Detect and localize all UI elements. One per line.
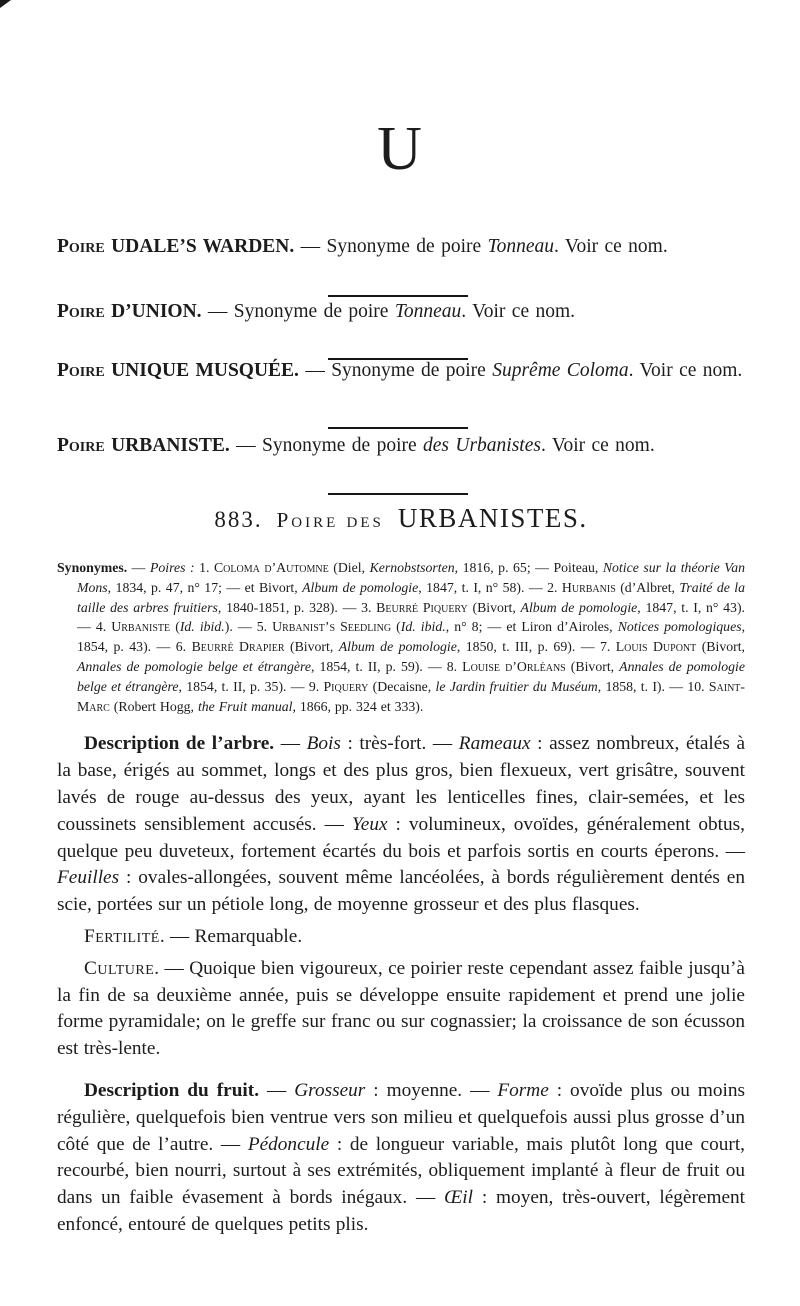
- text-run: Kernobstsorten: [369, 560, 455, 575]
- text-run: Traité de la taille des arbres fruitiers: [77, 579, 745, 615]
- text-run: : ovales-allongées, souvent même lancéolées, à bords régulièrement dentés en scie, portées sur un pétiole long, de moyenne grosseur et des plus flasques.: [57, 867, 745, 916]
- text-run: — Synonyme de poire: [201, 301, 395, 322]
- text-run: Beurré Drapier: [191, 639, 285, 655]
- text-run: Feuilles: [57, 867, 120, 889]
- text-run: . Voir ce nom.: [553, 236, 668, 257]
- description-fruit-paragraph: [57, 1078, 745, 1239]
- text-run: Album de pomologie: [302, 579, 419, 595]
- text-run: (: [391, 619, 401, 635]
- text-run: , 1834, p. 47, n° 17; — et Bivort,: [107, 579, 303, 595]
- text-run: , 1850, t. III, p. 69). — 7.: [456, 639, 616, 655]
- text-run: ). — 5.: [224, 619, 273, 635]
- text-run: . Voir ce nom.: [540, 435, 655, 456]
- text-run: Hurbanis: [561, 579, 616, 595]
- text-run: . — Quoique bien vigoureux, ce poirier reste cependant assez faible jusqu’à la fin de sa deuxième année, puis se développe ensuite rapidement et prend une jolie forme pyramidale; on le greffe sur franc ou sur cognassier; la croissance de son écusson est très-lente.: [57, 957, 745, 1060]
- synonym-entry-d-union: [57, 298, 773, 325]
- text-run: , 1816, p. 65; — Poiteau,: [454, 560, 603, 575]
- text-run: Tonneau: [394, 301, 462, 322]
- text-run: Id. ibid.: [179, 619, 225, 635]
- text-run: (Diel,: [328, 560, 370, 575]
- text-run: (Bivort,: [284, 639, 339, 655]
- text-run: Description du fruit.: [84, 1079, 260, 1101]
- text-run: Louise d’Orléans: [462, 658, 566, 674]
- text-run: Beurré Piquery: [376, 599, 468, 615]
- text-run: — Synonyme de poire: [294, 236, 488, 257]
- culture-paragraph: [57, 956, 745, 1063]
- text-run: Album de pomologie: [520, 599, 638, 615]
- text-run: Piquery: [323, 678, 369, 694]
- text-run: : très-fort. —: [340, 733, 459, 755]
- article-urbanistes: [57, 503, 745, 1239]
- article-title-name: URBANISTES.: [397, 503, 588, 533]
- synonym-entry-udales-warden: [57, 233, 773, 260]
- text-run: UNIQUE MUSQUÉE.: [111, 360, 299, 381]
- text-run: URBANISTE.: [111, 435, 230, 456]
- text-run: , 1847, t. I, n° 43). — 4.: [77, 599, 745, 635]
- article-title: [57, 503, 745, 534]
- text-run: . — Remarquable.: [159, 925, 303, 947]
- section-letter: U: [377, 115, 423, 183]
- text-run: Tonneau: [487, 236, 554, 257]
- text-run: Annales de pomologie belge et étrangère: [77, 658, 745, 694]
- text-run: : moyen, très-ouvert, légèrement enfoncé, entouré de quelques petits plis.: [57, 1187, 746, 1235]
- text-run: , 1854, p. 43). — 6.: [77, 619, 746, 655]
- text-run: : ovoïde plus ou moins régulière, quelquefois bien ventrue vers son milieu et quelquefois aussi plus grosse d’un côté que de l’autre. —: [57, 1079, 746, 1155]
- text-run: Synonymes.: [57, 560, 128, 575]
- text-run: Annales de pomologie belge et étrangère: [77, 658, 311, 674]
- separator-rule: [328, 427, 468, 429]
- text-run: , 1866, pp. 324 et 333).: [292, 698, 424, 714]
- text-run: —: [127, 560, 150, 575]
- text-run: le Jardin fruitier du Muséum: [435, 678, 598, 694]
- text-run: Œil: [444, 1187, 474, 1209]
- text-run: (d’Albret,: [615, 579, 680, 595]
- text-run: UDALE’S WARDEN.: [111, 236, 295, 257]
- text-run: (: [170, 619, 180, 635]
- synonym-entry-urbaniste: [57, 432, 773, 459]
- separator-rule: [328, 493, 468, 495]
- text-run: , 1847, t. I, n° 58). — 2.: [418, 579, 562, 595]
- text-run: des Urbanistes: [423, 435, 541, 456]
- text-run: Culture: [84, 957, 155, 979]
- text-run: Poire: [57, 435, 112, 456]
- synonym-entry-unique-musquee: [57, 357, 773, 384]
- text-run: Pédoncule: [247, 1133, 330, 1155]
- separator-rule: [328, 295, 468, 297]
- scan-corner-artifact: [0, 0, 11, 8]
- text-run: (Bivort,: [467, 599, 521, 615]
- text-run: : de longueur variable, mais plutôt long que court, recourbé, bien nourri, surtout à ses extrémités, obliquement implanté à fleur de fruit ou dans un faible évasement à bords inégaux. —: [57, 1133, 745, 1209]
- article-title-prefix: Poire des: [276, 508, 384, 532]
- text-run: , 1840-1851, p. 328). — 3.: [217, 599, 377, 615]
- text-run: , n° 8; — et Liron d’Airoles,: [445, 619, 618, 635]
- text-run: , 1858, t. I). — 10.: [597, 678, 709, 694]
- text-run: : assez nombreux, étalés à la base, érigés au sommet, longs et des plus gros, bien flexueux, vert grisâtre, souvent lavés de rouge au-dessus des yeux, ayant les lenticelles fines, clair-semées, et les coussinets sensiblement accusés. —: [57, 733, 746, 835]
- text-run: — Synonyme de poire: [229, 435, 424, 456]
- text-run: Fertilité: [84, 925, 160, 947]
- text-run: the Fruit manual: [197, 698, 293, 714]
- text-run: . Voir ce nom.: [628, 360, 743, 381]
- text-run: Grosseur: [294, 1079, 366, 1101]
- text-run: (Bivort,: [696, 639, 745, 655]
- synonymes-paragraph: [57, 558, 745, 716]
- text-run: Rameaux: [458, 733, 531, 755]
- text-run: , 1854, t. II, p. 35). — 9.: [178, 678, 324, 694]
- text-run: Coloma d’Automne: [213, 560, 329, 575]
- text-run: Poire: [57, 360, 112, 381]
- text-run: Yeux: [351, 813, 388, 835]
- text-run: : moyenne. —: [365, 1079, 498, 1101]
- text-run: —: [274, 733, 307, 755]
- text-run: Poire: [57, 301, 112, 322]
- text-run: Poires :: [149, 560, 195, 575]
- text-run: Suprême Coloma: [492, 360, 629, 381]
- text-run: Notices pomologiques: [617, 619, 742, 635]
- text-run: Notice sur la théorie Van Mons: [77, 560, 746, 595]
- fertilite-paragraph: [57, 924, 745, 951]
- text-run: Bois: [306, 733, 341, 755]
- description-arbre-paragraph: [57, 731, 745, 919]
- text-run: (Robert Hogg,: [109, 698, 198, 714]
- text-run: Poire: [57, 236, 112, 257]
- text-run: D’UNION.: [111, 301, 202, 322]
- text-run: Urbanist’s Seedling: [272, 619, 392, 635]
- text-run: Album de pomologie: [338, 639, 457, 655]
- article-number: 883.: [214, 507, 263, 532]
- text-run: Forme: [497, 1079, 549, 1101]
- text-run: Urbaniste: [111, 619, 171, 635]
- text-run: (Bivort,: [565, 658, 620, 674]
- text-run: , 1854, t. II, p. 59). — 8.: [310, 658, 463, 674]
- text-run: 1.: [194, 560, 214, 575]
- text-run: : volumineux, ovoïdes, généralement obtus, quelque peu duveteux, fortement écartés du bois et parfois sortis en courts éperons. —: [57, 813, 746, 862]
- text-run: Id. ibid.: [400, 619, 446, 635]
- text-run: — Synonyme de poire: [298, 360, 493, 381]
- text-run: . Voir ce nom.: [461, 301, 576, 322]
- text-run: —: [259, 1079, 295, 1101]
- text-run: Saint-Marc: [77, 678, 745, 714]
- text-run: Description de l’arbre.: [84, 733, 275, 755]
- text-run: (Decaisne,: [368, 678, 436, 694]
- text-run: Louis Dupont: [615, 639, 697, 655]
